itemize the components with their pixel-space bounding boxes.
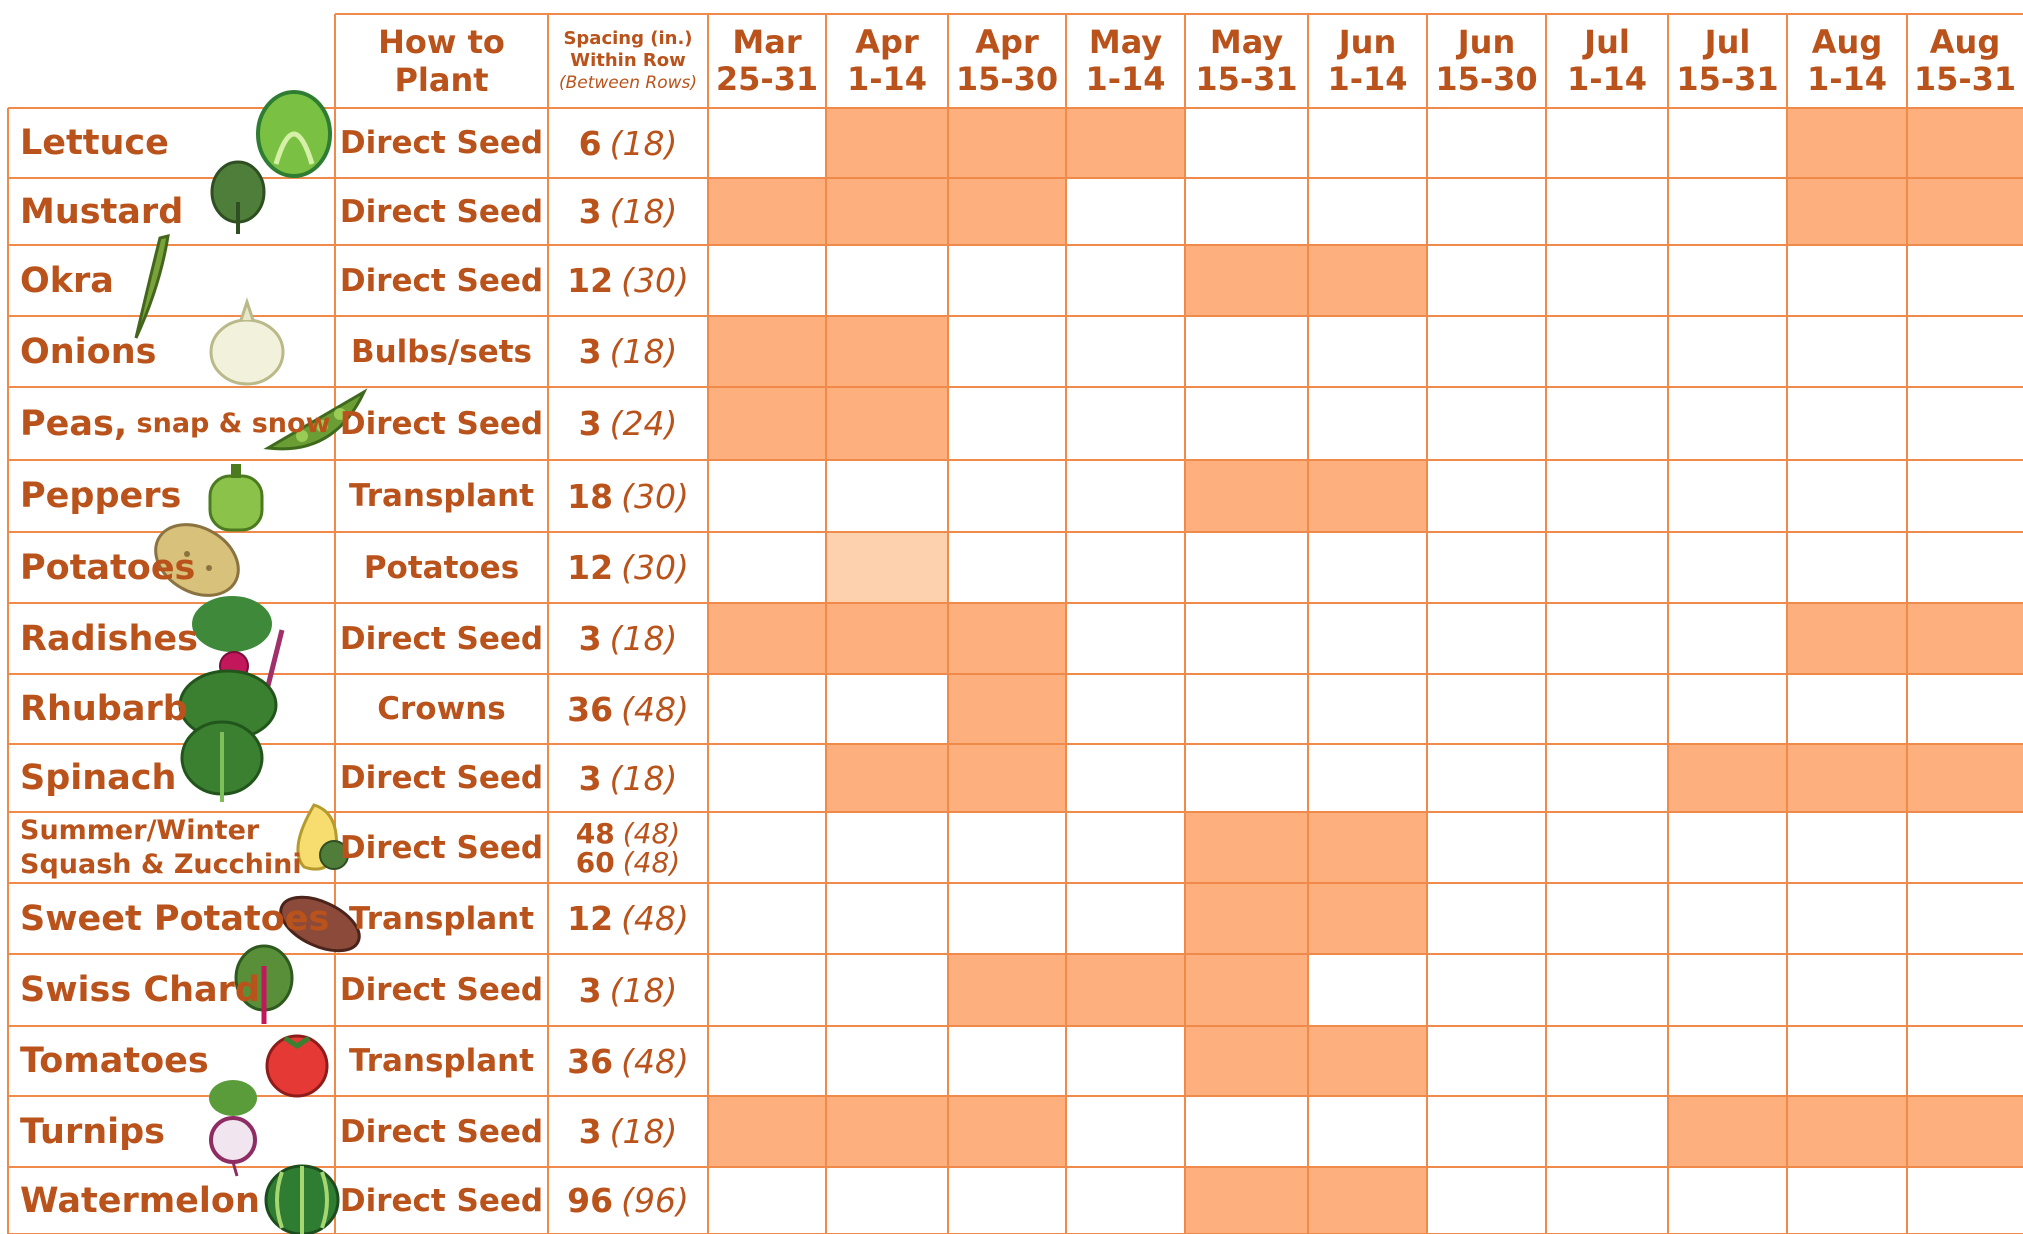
crop-name-text: Lettuce <box>20 123 169 163</box>
period-days-label: 1-14 <box>1806 60 1888 98</box>
period-month-label: Jul <box>1584 23 1630 61</box>
spacing-value <box>548 1096 708 1167</box>
spacing-value <box>548 674 708 744</box>
spacing-between-rows: (24) <box>609 404 678 443</box>
planting-method-text: Direct Seed <box>339 1113 544 1150</box>
crop-name-text: Swiss Chard <box>20 970 260 1010</box>
spacing-between-rows: (18) <box>609 758 678 798</box>
spacing-within-row: 18 <box>567 476 614 516</box>
planting-window-cell <box>948 954 1066 1026</box>
spacing-within-row: 48 <box>575 816 615 850</box>
period-header <box>1668 14 1787 108</box>
planting-window-cell <box>1907 178 2023 245</box>
planting-window-cell <box>826 387 948 460</box>
planting-window-cell <box>1308 1026 1427 1096</box>
crop-name <box>8 108 335 178</box>
planting-window-cell <box>948 674 1066 744</box>
spacing-value <box>548 387 708 460</box>
planting-window-cell <box>1066 108 1185 178</box>
period-month-label: Apr <box>855 23 919 61</box>
spacing-within-row: 12 <box>567 261 614 300</box>
spacing-header <box>548 14 708 108</box>
spacing-between-rows: (48) <box>621 689 689 729</box>
how-to-plant-header: How to Plant <box>378 23 505 99</box>
planting-window-cell <box>708 178 826 245</box>
spacing-value <box>548 883 708 954</box>
crop-name-text: Turnips <box>20 1111 166 1152</box>
planting-window-cell <box>1185 812 1308 883</box>
planting-window-cell <box>1308 1167 1427 1234</box>
crop-name <box>8 812 335 883</box>
spacing-within-row: 3 <box>578 758 602 798</box>
planting-method <box>335 245 548 316</box>
crop-name <box>8 245 335 316</box>
crop-name-text: Peppers <box>20 476 182 516</box>
spacing-line <box>575 845 681 879</box>
spacing-between-rows: (18) <box>609 332 678 371</box>
planting-window-cell <box>1185 1167 1308 1234</box>
planting-window-cell <box>1308 883 1427 954</box>
spacing-value <box>548 954 708 1026</box>
period-month-label: Aug <box>1811 23 1883 61</box>
spacing-between-rows: (48) <box>621 1041 689 1081</box>
planting-window-cell <box>1308 460 1427 532</box>
planting-method-text: Direct Seed <box>339 405 544 442</box>
period-days-label: 15-31 <box>1676 60 1779 98</box>
period-month-label: Apr <box>975 23 1039 61</box>
planting-window-cell <box>826 316 948 387</box>
crop-name-text: Potatoes <box>20 547 196 588</box>
period-days-label: 1-14 <box>1085 60 1166 98</box>
planting-window-cell <box>948 603 1066 674</box>
spacing-value <box>548 812 708 883</box>
planting-method-text: Direct Seed <box>339 193 544 230</box>
planting-window-cell <box>1185 1026 1308 1096</box>
planting-method <box>335 674 548 744</box>
planting-window-cell <box>1066 954 1185 1026</box>
period-days-label: 1-14 <box>1566 60 1648 98</box>
spacing-within-row: 36 <box>567 689 614 729</box>
spacing-header-between: (Between Rows) <box>558 73 698 93</box>
period-month-label: Jun <box>1338 23 1397 61</box>
spacing-within-row: 3 <box>578 1112 602 1151</box>
crop-name <box>8 1167 335 1234</box>
spacing-line <box>579 404 678 443</box>
spacing-between-rows: (48) <box>622 816 681 850</box>
planting-method-text: Direct Seed <box>339 972 544 1008</box>
crop-name-text: Okra <box>20 260 114 301</box>
planting-method-text: Transplant <box>348 1043 535 1079</box>
planting-window-cell <box>1185 883 1308 954</box>
planting-window-cell <box>708 387 826 460</box>
planting-window-cell <box>1787 603 1907 674</box>
crop-name <box>8 316 335 387</box>
period-days-label: 15-31 <box>1195 60 1298 98</box>
planting-method <box>335 1026 548 1096</box>
spacing-value <box>548 1167 708 1234</box>
crop-name-text: Peas, <box>20 403 128 444</box>
planting-method-text: Direct Seed <box>339 1182 544 1219</box>
period-header <box>1066 14 1185 108</box>
planting-method-text: Direct Seed <box>339 125 544 161</box>
spacing-line <box>567 1042 689 1081</box>
spacing-line <box>567 690 689 729</box>
crop-name-text: Sweet Potatoes <box>20 898 330 939</box>
spacing-between-rows: (48) <box>622 845 681 879</box>
spacing-between-rows: (18) <box>609 1112 678 1151</box>
crop-name <box>8 674 335 744</box>
planting-method-text: Transplant <box>348 478 535 514</box>
crop-name-text: Onions <box>20 331 157 372</box>
spacing-line <box>579 619 678 658</box>
planting-window-cell <box>1308 245 1427 316</box>
planting-window-cell <box>948 1096 1066 1167</box>
crop-name <box>8 1096 335 1167</box>
spacing-within-row: 12 <box>567 899 614 938</box>
planting-method-text: Transplant <box>348 900 535 937</box>
crop-name <box>8 460 335 532</box>
planting-window-cell <box>948 744 1066 812</box>
spacing-between-rows: (96) <box>621 1181 689 1220</box>
spacing-value <box>548 245 708 316</box>
planting-window-cell <box>826 744 948 812</box>
spacing-within-row: 3 <box>578 192 602 231</box>
planting-window-cell <box>826 108 948 178</box>
planting-method <box>335 532 548 603</box>
spacing-value <box>548 460 708 532</box>
planting-window-cell <box>826 178 948 245</box>
spacing-line <box>567 261 689 300</box>
spacing-line <box>579 192 678 231</box>
period-days-label: 15-31 <box>1913 60 2017 98</box>
period-header <box>948 14 1066 108</box>
spacing-between-rows: (18) <box>609 123 678 163</box>
spacing-between-rows: (18) <box>609 619 678 658</box>
planting-window-cell <box>1185 245 1308 316</box>
period-month-label: Jul <box>1704 23 1751 61</box>
spacing-within-row: 96 <box>567 1181 614 1220</box>
spacing-value <box>548 744 708 812</box>
planting-window-cell <box>708 603 826 674</box>
crop-name <box>8 883 335 954</box>
planting-method-text: Direct Seed <box>339 620 544 657</box>
planting-window-cell <box>1907 744 2023 812</box>
spacing-between-rows: (48) <box>621 899 689 938</box>
crop-name-line: Summer/Winter <box>20 814 260 846</box>
crop-name-line: Squash & Zucchini <box>20 848 302 880</box>
period-days-label: 1-14 <box>1327 60 1408 98</box>
planting-method <box>335 744 548 812</box>
crop-name-text: Spinach <box>20 758 177 798</box>
planting-method <box>335 387 548 460</box>
period-month-label: May <box>1088 23 1163 61</box>
spacing-line <box>567 477 689 516</box>
planting-method-text: Direct Seed <box>339 262 544 299</box>
period-month-label: Mar <box>732 23 802 61</box>
spacing-line <box>579 971 678 1010</box>
spacing-between-rows: (30) <box>621 476 689 516</box>
period-days-label: 1-14 <box>846 60 928 98</box>
planting-method <box>335 603 548 674</box>
planting-method-text: Potatoes <box>363 549 520 586</box>
period-month-label: Aug <box>1929 23 2001 61</box>
spacing-value <box>548 603 708 674</box>
crop-name-text: Rhubarb <box>20 689 188 729</box>
period-header <box>826 14 948 108</box>
planting-window-cell <box>1668 744 1787 812</box>
spacing-value <box>548 1026 708 1096</box>
planting-method <box>335 178 548 245</box>
planting-window-cell <box>1185 954 1308 1026</box>
planting-method-text: Direct Seed <box>339 829 544 866</box>
planting-method <box>335 460 548 532</box>
period-header <box>1427 14 1546 108</box>
period-header <box>708 14 826 108</box>
spacing-between-rows: (30) <box>621 548 689 587</box>
crop-name-text: Watermelon <box>20 1180 260 1221</box>
period-days-label: 15-30 <box>955 60 1059 98</box>
period-days-label: 25-31 <box>715 60 819 98</box>
planting-window-cell <box>826 532 948 603</box>
spacing-line <box>575 816 681 850</box>
planting-window-cell <box>948 178 1066 245</box>
planting-window-cell <box>1907 1096 2023 1167</box>
spacing-value <box>548 108 708 178</box>
spacing-line <box>579 124 678 163</box>
spacing-line <box>579 332 678 371</box>
spacing-within-row: 3 <box>578 619 602 658</box>
spacing-value <box>548 178 708 245</box>
spacing-line <box>567 899 689 938</box>
period-header <box>1907 14 2023 108</box>
planting-window-cell <box>1787 744 1907 812</box>
spacing-between-rows: (30) <box>621 261 689 300</box>
planting-window-cell <box>948 108 1066 178</box>
planting-method <box>335 1167 548 1234</box>
spacing-value <box>548 532 708 603</box>
planting-method <box>335 108 548 178</box>
spacing-line <box>579 759 678 798</box>
crop-name <box>8 532 335 603</box>
crop-name <box>8 954 335 1026</box>
period-header <box>1546 14 1668 108</box>
planting-method-text: Bulbs/sets <box>350 333 533 370</box>
spacing-line <box>567 548 689 587</box>
crop-name <box>8 603 335 674</box>
spacing-within-row: 6 <box>578 123 602 163</box>
period-days-label: 15-30 <box>1435 60 1538 98</box>
spacing-value <box>548 316 708 387</box>
planting-window-cell <box>1308 812 1427 883</box>
spacing-header-title: Spacing (in.) <box>563 28 693 49</box>
planting-window-cell <box>708 316 826 387</box>
spacing-within-row: 60 <box>575 845 615 879</box>
crop-name-text: Mustard <box>20 191 184 232</box>
planting-window-cell <box>1668 1096 1787 1167</box>
period-month-label: Jun <box>1457 23 1516 61</box>
crop-name <box>8 387 335 460</box>
planting-window-cell <box>826 1096 948 1167</box>
planting-window-cell <box>1185 460 1308 532</box>
planting-window-cell <box>1787 1096 1907 1167</box>
planting-method <box>335 316 548 387</box>
spacing-line <box>579 1112 678 1151</box>
planting-method-text: Crowns <box>377 691 506 727</box>
planting-method <box>335 1096 548 1167</box>
spacing-between-rows: (18) <box>609 192 678 231</box>
spacing-line <box>567 1181 689 1220</box>
planting-method-text: Direct Seed <box>339 760 544 796</box>
planting-window-cell <box>708 1096 826 1167</box>
spacing-within-row: 36 <box>567 1041 614 1081</box>
spacing-between-rows: (18) <box>609 970 678 1010</box>
spacing-within-row: 3 <box>578 404 602 443</box>
planting-window-cell <box>1787 178 1907 245</box>
crop-name <box>8 1026 335 1096</box>
period-header <box>1787 14 1907 108</box>
period-header <box>1308 14 1427 108</box>
crop-name <box>8 178 335 245</box>
crop-name-text: Tomatoes <box>20 1041 209 1081</box>
crop-name-variety: snap & snow <box>127 408 331 439</box>
planting-window-cell <box>1787 108 1907 178</box>
planting-window-cell <box>826 603 948 674</box>
spacing-header-within: Within Row <box>570 50 686 71</box>
spacing-within-row: 12 <box>567 548 614 587</box>
planting-window-cell <box>1907 108 2023 178</box>
planting-method <box>335 954 548 1026</box>
planting-window-cell <box>1907 603 2023 674</box>
spacing-within-row: 3 <box>578 332 602 371</box>
crop-name <box>8 744 335 812</box>
crop-name-text: Radishes <box>20 618 198 659</box>
planting-method <box>335 812 548 883</box>
planting-method <box>335 883 548 954</box>
period-header <box>1185 14 1308 108</box>
spacing-within-row: 3 <box>578 970 602 1010</box>
period-month-label: May <box>1209 23 1284 61</box>
